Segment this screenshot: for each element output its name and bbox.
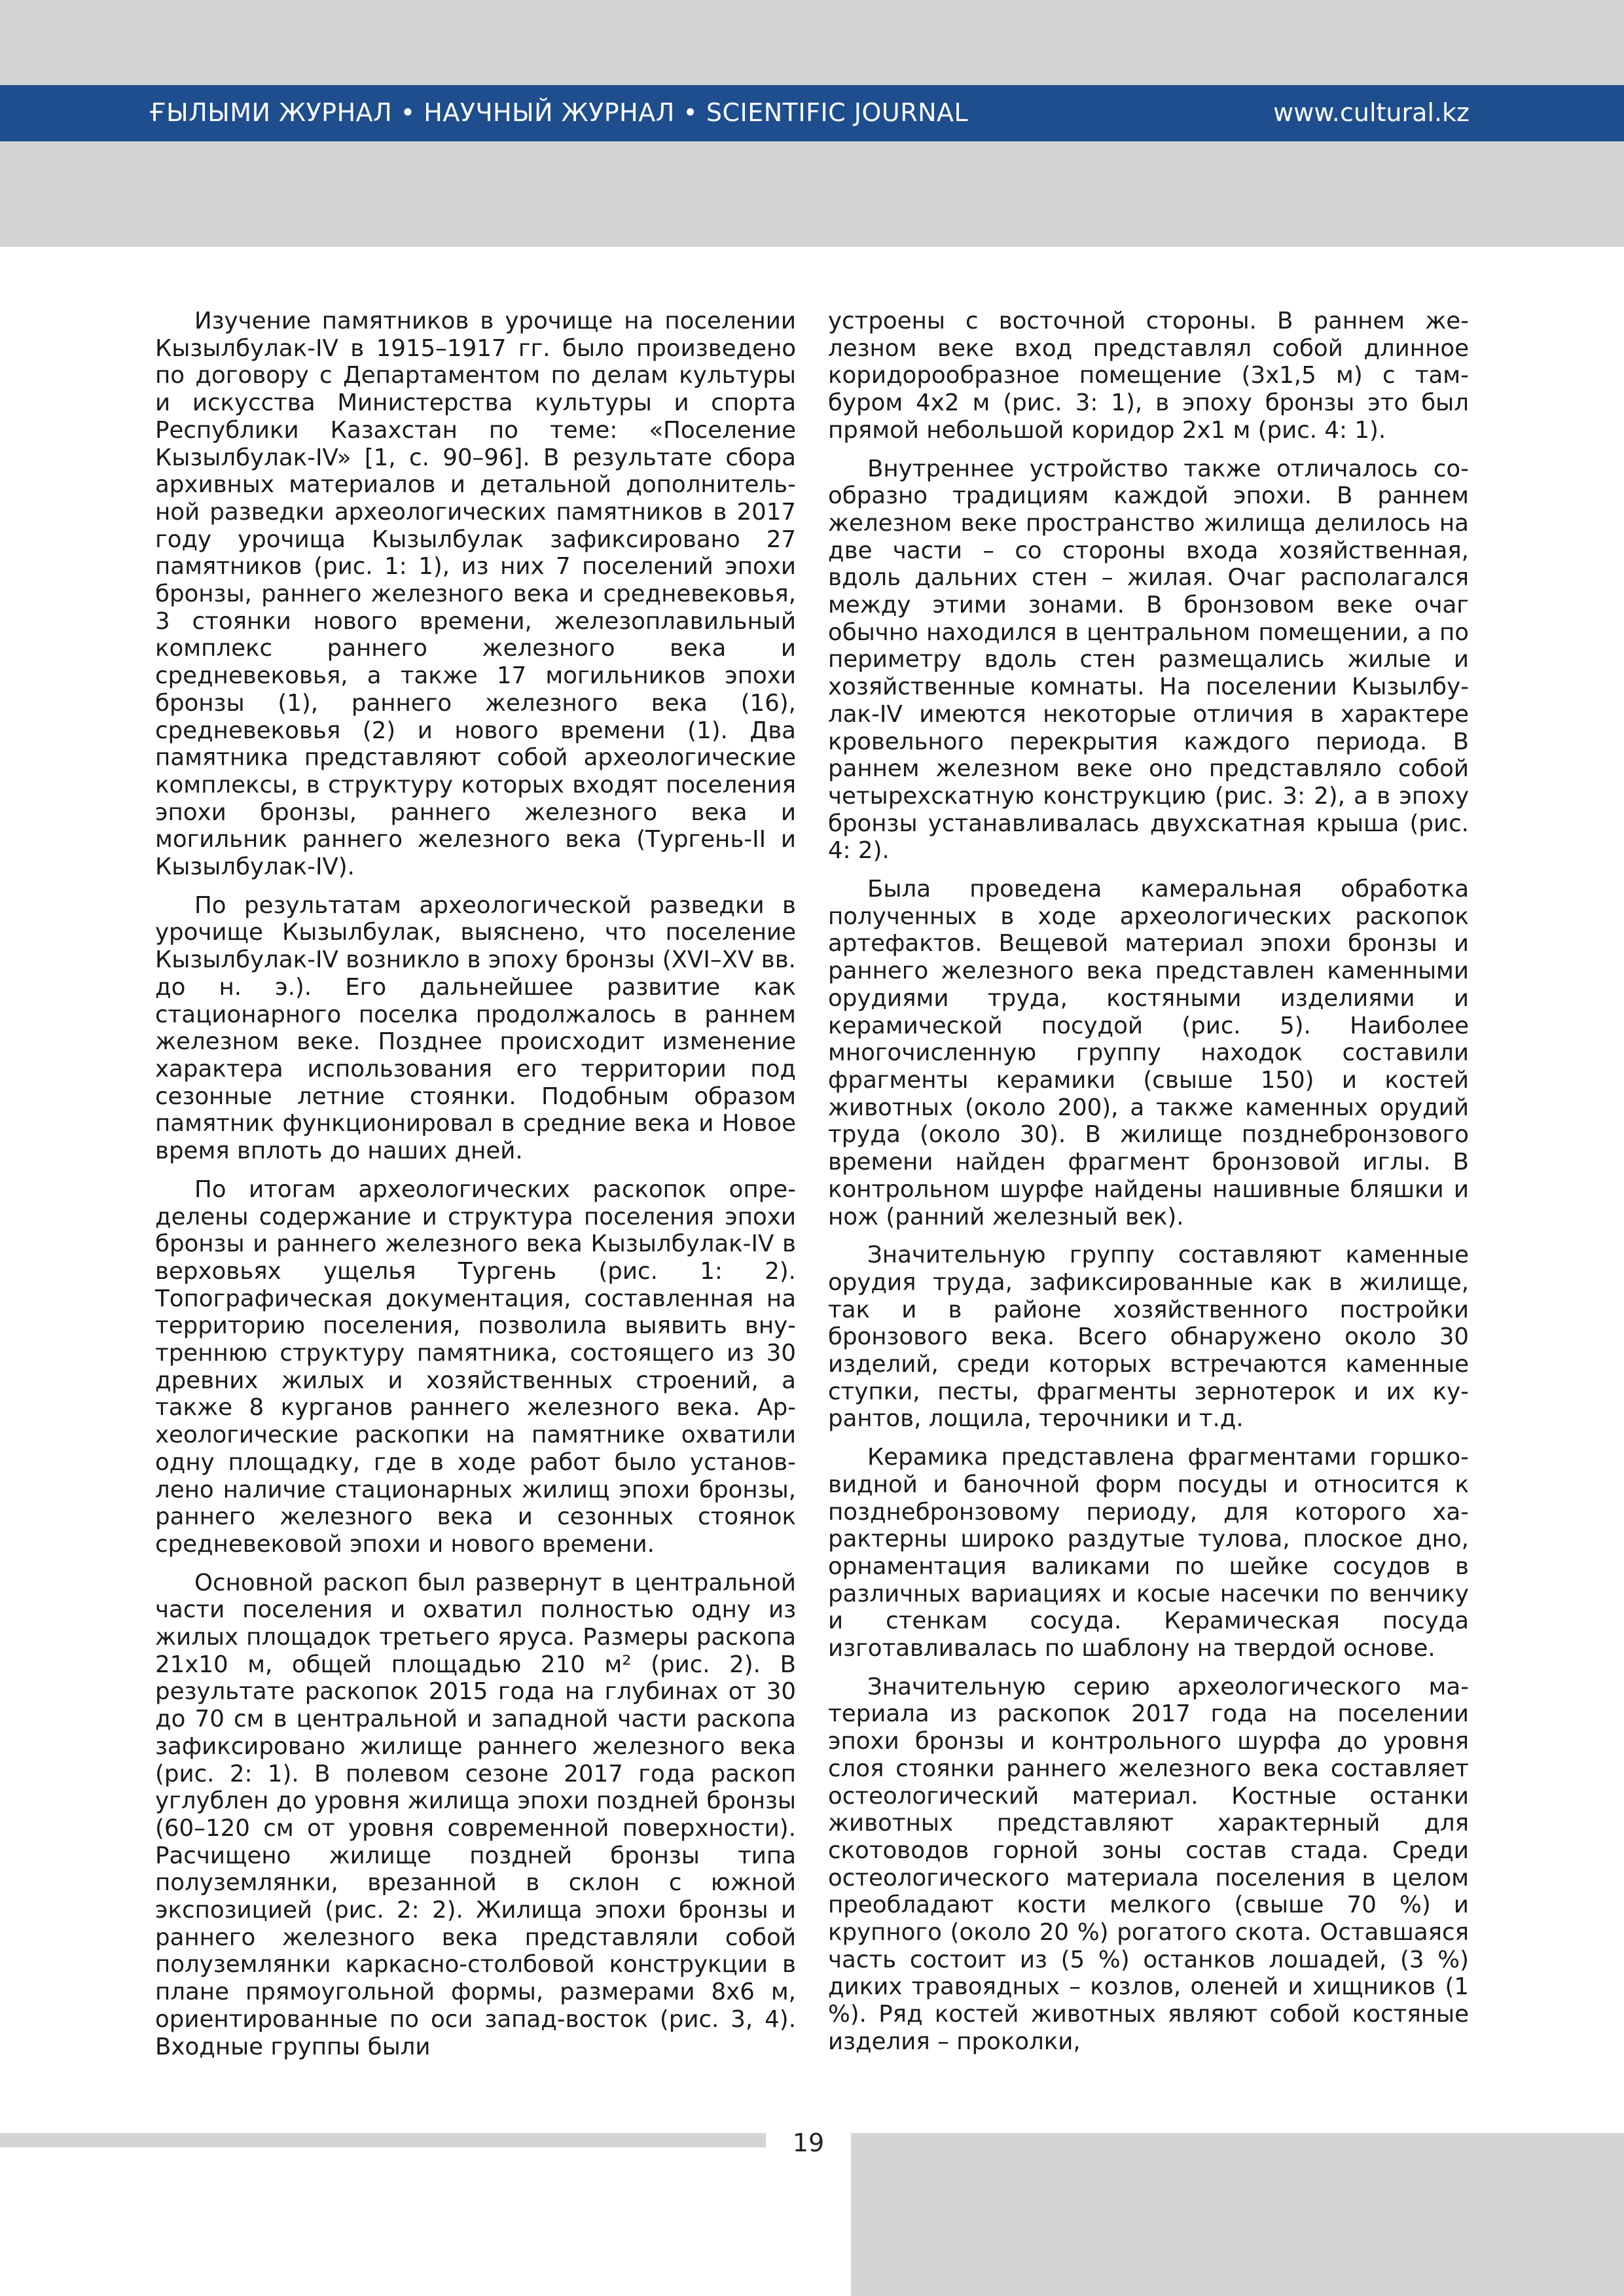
- left-text-column: [155, 308, 796, 2072]
- footer-divider-line: [0, 2133, 766, 2147]
- journal-title: ҒЫЛЫМИ ЖУРНАЛ • НАУЧНЫЙ ЖУРНАЛ • SCIENTIFIC JOURNAL: [149, 98, 969, 127]
- paragraph: Керамика представлена фрагментами горшковидной и баночной форм посуды и относится к позднебронзовому периоду, для которого характерны широко раздутые тулова, плоское дно, орнаментация валиками по шейке сосудов в различных вариациях и косые насечки по венчику и стенкам сосуда. Керамическая посуда изготавливалась по шаблону на твердой основе.: [828, 1444, 1469, 1662]
- paragraph: По итогам археологических раскопок определены содержание и структура поселения эпохи бронзы и раннего железного века Кызылбулак-IV в верховьях ущелья Тургень (рис. 1: 2). Топографическая документация, составленная на территорию поселения, позволила выявить внутреннюю структуру памятника, состоящего из 30 древних жилых и хозяйственных строений, а также 8 курганов раннего железного века. Археологические раскопки на памятнике охватили одну площадку, где в ходе работ было установлено наличие стационарных жилищ эпохи бронзы, раннего железного века и сезонных стоянок средневековой эпохи и нового времени.: [155, 1175, 796, 1558]
- paragraph-continued: устроены с восточной стороны. В раннем железном веке вход представлял собой длинное коридорообразное помещение (3х1,5 м) с тамбуром 4х2 м (рис. 3: 1), в эпоху бронзы это был прямой небольшой коридор 2х1 м (рис. 4: 1).: [828, 308, 1469, 444]
- footer-gray-block: [851, 2133, 1624, 2296]
- website-link[interactable]: www.cultural.kz: [1273, 98, 1470, 127]
- paragraph: По результатам археологической разведки в урочище Кызылбулак, выяснено, что поселение Кызылбулак-IV возникло в эпоху бронзы (XVI–XV вв. до н. э.). Его дальнейшее развитие как стационарного поселка продолжалось в раннем железном веке. Позднее происходит изменение характера использования его территории под сезонные летние стоянки. Подобным образом памятник функционировал в средние века и Новое время вплоть до наших дней.: [155, 891, 796, 1165]
- paragraph: Внутреннее устройство также отличалось сообразно традициям каждой эпохи. В раннем железном веке пространство жилища делилось на две части – со стороны входа хозяйственная, вдоль дальних стен – жилая. Очаг располагался между этими зонами. В бронзовом веке очаг обычно находился в центральном помещении, а по периметру вдоль стен размещались жилые и хозяйственные комнаты. На поселении Кызылбулак-IV имеются некоторые отличия в характере кровельного перекрытия каждого периода. В раннем железном веке оно представляло собой четырехскатную конструкцию (рис. 3: 2), а в эпоху бронзы устанавливалась двухскатная крыша (рис. 4: 2).: [828, 455, 1469, 865]
- paragraph: Значительную серию археологического материала из раскопок 2017 года на поселении эпохи бронзы и контрольного шурфа до уровня слоя стоянки раннего железного века составляет остеологический материал. Костные останки животных представляют характерный для скотоводов горной зоны состав стада. Среди остеологического материала поселения в целом преобладают кости мелкого (свыше 70 %) и крупного (около 20 %) рогатого скота. Оставшаяся часть состоит из (5 %) останков лошадей, (3 %) диких травоядных – козлов, оленей и хищников (1 %). Ряд костей животных являют собой костяные изделия – проколки,: [828, 1673, 1469, 2055]
- paragraph: Была проведена камеральная обработка полученных в ходе археологических раскопок артефактов. Вещевой материал эпохи бронзы и раннего железного века представлен каменными орудиями труда, костяными изделиями и керамической посудой (рис. 5). Наиболее многочисленную группу находок составили фрагменты керамики (свыше 150) и костей животных (около 200), а также каменных орудий труда (около 30). В жилище позднебронзового времени найден фрагмент бронзовой иглы. В контрольном шурфе найдены нашивные бляшки и нож (ранний железный век).: [828, 876, 1469, 1230]
- right-text-column: [828, 308, 1469, 2067]
- paragraph: Изучение памятников в урочище на поселении Кызылбулак-IV в 1915–1917 гг. было произведено по договору с Департаментом по делам культуры и искусства Министерства культуры и спорта Республики Казахстан по теме: «Поселение Кызылбулак-IV» [1, с. 90–96]. В результате сбора архивных материалов и детальной дополнительной разведки археологических памятников в 2017 году урочища Кызылбулак зафиксировано 27 памятников (рис. 1: 1), из них 7 поселений эпохи бронзы, раннего железного века и средневековья, 3 стоянки нового времени, железоплавильный комплекс раннего железного века и средневековья, а также 17 могильников эпохи бронзы (1), раннего железного века (16), средневековья (2) и нового времени (1). Два памятника представляют собой археологические комплексы, в структуру которых входят поселения эпохи бронзы, раннего железного века и могильник раннего железного века (Тургень-II и Кызылбулак-IV).: [155, 308, 796, 881]
- paragraph: Основной раскоп был развернут в центральной части поселения и охватил полностью одну из жилых площадок третьего яруса. Размеры раскопа 21х10 м, общей площадью 210 м² (рис. 2). В результате раскопок 2015 года на глубинах от 30 до 70 см в центральной и западной части раскопа зафиксировано жилище раннего железного века (рис. 2: 1). В полевом сезоне 2017 года раскоп углублен до уровня жилища эпохи поздней бронзы (60–120 см от уровня современной поверхности). Расчищено жилище поздней бронзы типа полуземлянки, врезанной в склон с южной экспозицией (рис. 2: 2). Жилища эпохи бронзы и раннего железного века представляли собой полуземлянки каркасно-столбовой конструкции в плане прямоугольной формы, размерами 8х6 м, ориентированные по оси запад-восток (рис. 3, 4). Входные группы были: [155, 1569, 796, 2060]
- paragraph: Значительную группу составляют каменные орудия труда, зафиксированные как в жилище, так и в районе хозяйственного постройки бронзового века. Всего обнаружено около 30 изделий, среди которых встречаются каменные ступки, песты, фрагменты зернотерок и их курантов, лощила, терочники и т.д.: [828, 1242, 1469, 1433]
- page-number: 19: [792, 2128, 825, 2157]
- journal-header-bar: [0, 85, 1624, 141]
